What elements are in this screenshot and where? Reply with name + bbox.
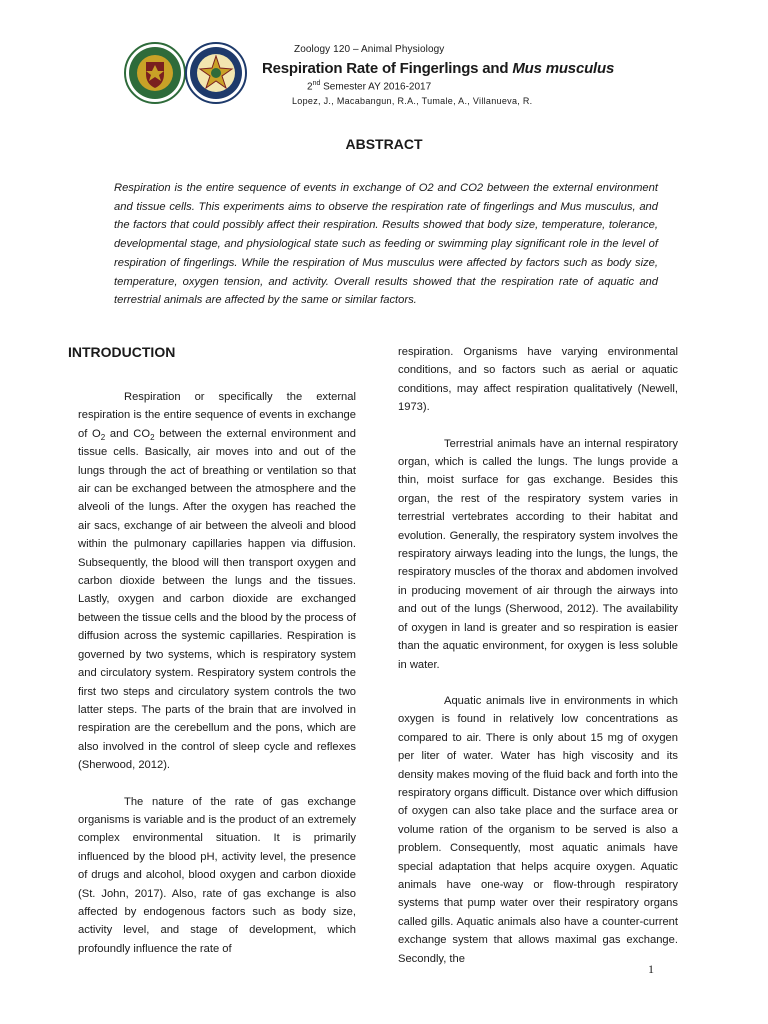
university-seal-icon <box>125 43 185 103</box>
title-species: Mus musculus <box>512 60 615 77</box>
intro-paragraph-2: The nature of the rate of gas exchange organisms is variable and is the product of an extremely complex environmental situation. It is primarily influenced by the blood pH, activity level, the presence of drugs and alcohol, blood oxygen and carbon dioxide (St. John, 2017). Also, rate of gas exchange is also affected by endogenous factors such as body size, activity level, and stage of development, which profoundly influence the rate of <box>78 795 356 955</box>
author-list: Lopez, J., Macabangun, R.A., Tumale, A., Villanueva, R. <box>292 96 533 107</box>
paper-header <box>262 44 702 106</box>
intro-paragraph-1: Respiration or specifically the external respiration is the entire sequence of events in exchange of $O_2$ and $CO_2$ between the external environment and tissue cells. Basically, air moves into and out of the lungs through the act of breathing or ventilation so that air can be exchanged between the atmosphere and the alveoli of the lungs. After the oxygen has reached the air sacs, exchange of air between the alveoli and blood within the pulmonary capillaries happen via diffusion. Subsequently, the blood will then transport oxygen and carbon dioxide between the lungs and the tissues. Lastly, oxygen and carbon dioxide are exchanged between the tissue cells and the blood by the process of diffusion across the systemic capillaries. Respiration is governed by two systems, which is respiratory system and circulatory system. Respiratory system controls the first two steps and circulatory system controls the two latter steps. The parts of the brain that are involved in respiration are the cerebellum and the pons, which are also involved in the control of sleep cycle and reflexes (Sherwood, 2012). <box>78 391 357 772</box>
paper-title: Respiration Rate of Fingerlings and Mus musculus <box>262 60 615 77</box>
institute-seal-icon <box>186 43 246 103</box>
intro-paragraph-3: Terrestrial animals have an internal respiratory organ, which is called the lungs. The lungs provide a thin, moist surface for gas exchange. Besides this organ, the rest of the respiratory system varies in terrestrial vertebrates according to their habitat and evolution. Generally, the respiratory system involves the respiratory airways leading into the lungs, the lungs, the respiratory muscles of the thorax and abdomen involved in producing movement of air through the airways into and out of the lungs (Sherwood, 2012). The availability of oxygen in land is greater and so respiration is easier than the aquatic environment, for oxygen is less soluble in water. <box>398 437 678 671</box>
intro-paragraph-2-continued: respiration. Organisms have varying environmental conditions, and so factors such as aerial or aquatic conditions, may affect respiration qualitatively (Newell, 1973). <box>398 346 678 414</box>
intro-paragraph-4: Aquatic animals live in environments in which oxygen is found in relatively low concentrations as compared to air. There is only about 15 mg of oxygen per liter of water. Water has high viscosity and its density makes moving of the fluid back and forth into the respiratory organs difficult. Distance over which diffusion of oxygen can also take place and the surface area or volume ration of the organism to be served is also a problem. Consequently, most aquatic animals have special adaptation that helps acquire oxygen. Aquatic animals have one-way or flow-through respiratory systems that pump water over their respiratory organs called gills. Aquatic animals also have a counter-current exchange system that allows maximal gas exchange. Secondly, the <box>398 694 678 965</box>
abstract-heading: ABSTRACT <box>345 136 423 152</box>
page-number: 1 <box>648 962 654 976</box>
course-line: Zoology 120 – Animal Physiology <box>294 44 445 55</box>
semester-line: 2nd Semester AY 2016-2017 <box>307 80 432 93</box>
introduction-heading: INTRODUCTION <box>68 344 176 360</box>
abstract-text: Respiration is the entire sequence of events in exchange of O2 and CO2 between the external environment and tissue cells. This experiments aims to observe the respiration rate of fingerlings and Mus musculus, and the factors that could possibly affect their respiration. Results showed that body size, temperature, tolerance, developmental stage, and physiological state such as feeding or swimming play significant role in the level of respiration of fingerlings. While the respiration of Mus musculus were affected by factors such as body size, temperature, oxygen tension, and activity. Overall results showed that the respiration rate of aquatic and terrestrial animals are affected by the same or similar factors. <box>114 182 658 307</box>
right-column <box>398 343 678 986</box>
header-logos <box>124 40 248 106</box>
left-column <box>78 388 356 976</box>
